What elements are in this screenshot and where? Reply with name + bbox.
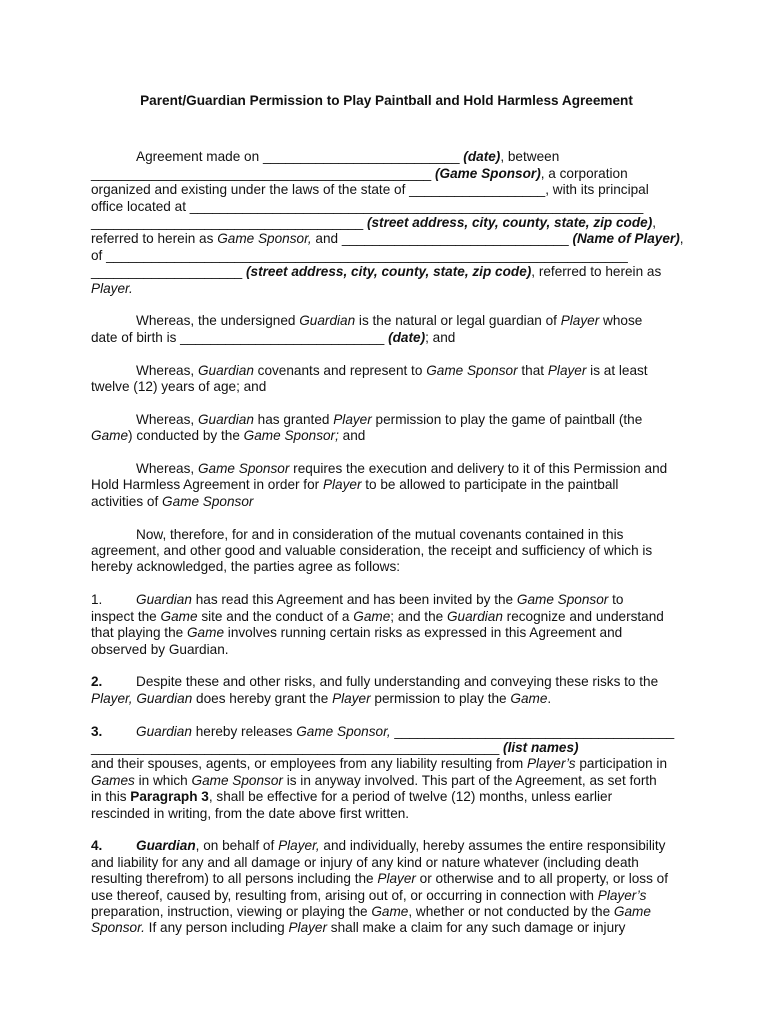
text: Despite these and other risks, and fully understanding and conveying these risks to the bbox=[136, 674, 659, 690]
clause1-line-2 bbox=[91, 609, 680, 625]
whereas2-line-1 bbox=[91, 363, 680, 379]
text: , shall be effective for a period of twelve (12) months, unless earlier bbox=[208, 789, 613, 805]
now-therefore-paragraph bbox=[91, 527, 680, 576]
text: Guardian bbox=[136, 838, 196, 854]
intro-line-7 bbox=[91, 248, 680, 264]
clause3-line-5 bbox=[91, 789, 680, 805]
clause-1 bbox=[91, 592, 680, 658]
text: Game Sponsor bbox=[197, 461, 290, 477]
text: (list names) bbox=[499, 739, 579, 755]
text: inspect the bbox=[91, 608, 161, 624]
clause-4 bbox=[91, 838, 680, 936]
whereas-paragraph-4 bbox=[91, 461, 680, 510]
text: Agreement made on bbox=[136, 149, 263, 165]
text: of bbox=[91, 247, 107, 263]
text: , bbox=[679, 231, 684, 247]
intro-line-5 bbox=[91, 215, 680, 231]
intro-line-4 bbox=[91, 199, 680, 215]
intro-line-3 bbox=[91, 182, 680, 198]
text: hereby releases bbox=[191, 723, 297, 739]
text: , with its principal bbox=[545, 182, 649, 198]
whereas3-line-2 bbox=[91, 428, 680, 444]
text: , whether or not conducted by the bbox=[408, 903, 614, 919]
text: Whereas, the undersigned bbox=[136, 313, 300, 329]
text: has read this Agreement and has been invited by the bbox=[191, 592, 517, 608]
text: If any person including bbox=[144, 920, 289, 936]
text: in this bbox=[91, 789, 131, 805]
text: Guardian bbox=[446, 608, 503, 624]
text: (street address, city, county, state, zip code) bbox=[242, 264, 532, 280]
player-address-blank-2[interactable]: ____________________ bbox=[91, 264, 243, 280]
text: Whereas, bbox=[136, 362, 198, 378]
text: Guardian bbox=[136, 723, 192, 739]
clause4-line-4 bbox=[91, 888, 680, 904]
text: Player, bbox=[278, 838, 320, 854]
whereas3-line-1 bbox=[91, 412, 680, 428]
text: referred to herein as bbox=[91, 231, 218, 247]
text: Game bbox=[353, 608, 391, 624]
text: Game Sponsor bbox=[191, 772, 283, 788]
whereas1-line-1 bbox=[91, 313, 680, 329]
text: or otherwise and to all property, or loss of bbox=[415, 871, 669, 887]
text: Game Sponsor bbox=[162, 493, 254, 509]
whereas4-line-2 bbox=[91, 477, 680, 493]
text: Game Sponsor, bbox=[296, 723, 391, 739]
text: Game Sponsor bbox=[426, 362, 518, 378]
whereas2-line-2: twelve (12) years of age; and bbox=[91, 379, 267, 395]
text: participation in bbox=[575, 756, 668, 772]
text: Whereas, bbox=[136, 461, 198, 477]
now-line-2: agreement, and other good and valuable consideration, the receipt and sufficiency of which is bbox=[91, 543, 653, 559]
state-blank[interactable]: __________________ bbox=[409, 182, 546, 198]
sponsor-address-blank[interactable]: ____________________________________ bbox=[91, 215, 364, 231]
whereas-paragraph-2 bbox=[91, 363, 680, 396]
intro-paragraph bbox=[91, 149, 684, 297]
whereas1-line-2 bbox=[91, 330, 680, 346]
text: to bbox=[608, 592, 624, 608]
text: involves running certain risks as expressed in this Agreement and bbox=[224, 625, 623, 641]
text: Guardian bbox=[197, 411, 254, 427]
text: , a corporation bbox=[540, 165, 628, 181]
text: that bbox=[517, 362, 548, 378]
clause2-line-1 bbox=[91, 674, 680, 690]
text: Player bbox=[333, 411, 372, 427]
text: permission to play the bbox=[370, 690, 511, 706]
text: Player bbox=[332, 690, 371, 706]
text: Player bbox=[560, 313, 600, 329]
intro-line-1 bbox=[91, 149, 680, 165]
clause4-line-3 bbox=[91, 871, 680, 887]
text: recognize and understand bbox=[502, 608, 664, 624]
clause3-line-4 bbox=[91, 773, 680, 789]
intro-line-9: Player. bbox=[91, 280, 133, 296]
whereas-paragraph-3 bbox=[91, 412, 680, 445]
text: Player bbox=[547, 362, 587, 378]
now-line-3: hereby acknowledged, the parties agree as follows: bbox=[91, 559, 401, 575]
now-line-1: Now, therefore, for and in consideration of the mutual covenants contained in this bbox=[136, 526, 624, 542]
text: is in anyway involved. This part of the Agreement, as set forth bbox=[282, 772, 657, 788]
date-blank[interactable]: __________________________ bbox=[262, 149, 460, 165]
player-address-blank[interactable]: _____________________________________________________________________ bbox=[106, 247, 628, 263]
text: Game bbox=[160, 608, 198, 624]
text: (street address, city, county, state, zip code) bbox=[363, 215, 653, 231]
text: Player, Guardian bbox=[91, 690, 193, 706]
text: (date) bbox=[384, 329, 426, 345]
clause4-line-2: and liability for any and all damage or injury of any kind or nature whatever (including death bbox=[91, 854, 639, 870]
text: that playing the bbox=[91, 625, 187, 641]
clause-2 bbox=[91, 674, 680, 707]
clause-number: 2. bbox=[91, 674, 103, 690]
text: and bbox=[338, 428, 366, 444]
text: Paragraph 3 bbox=[130, 789, 209, 805]
whereas4-line-3 bbox=[91, 494, 680, 510]
clause3-line-6: rescinded in writing, from the date above first written. bbox=[91, 805, 410, 821]
released-names-blank-2[interactable]: ______________________________________________________ bbox=[91, 739, 500, 755]
text: and individually, hereby assumes the entire responsibility bbox=[319, 838, 666, 854]
clause1-line-1 bbox=[91, 592, 680, 608]
clause4-line-1 bbox=[91, 838, 680, 854]
text: use thereof, caused by, resulting from, arising out of, or occurring in connection with bbox=[91, 887, 598, 903]
clause1-line-3 bbox=[91, 625, 680, 641]
text: Game bbox=[613, 903, 651, 919]
whereas-paragraph-1 bbox=[91, 313, 680, 346]
text: Sponsor. bbox=[91, 920, 145, 936]
intro-line-2 bbox=[91, 166, 680, 182]
text: to be allowed to participate in the paintball bbox=[361, 477, 619, 493]
whereas4-line-1 bbox=[91, 461, 680, 477]
text: Guardian bbox=[136, 592, 192, 608]
text: , on behalf of bbox=[195, 838, 279, 854]
text: is at least bbox=[586, 362, 648, 378]
text: Player bbox=[322, 477, 362, 493]
text: office located at bbox=[91, 198, 190, 214]
clause2-line-2 bbox=[91, 691, 680, 707]
text: Whereas, bbox=[136, 411, 198, 427]
text: Game Sponsor, bbox=[217, 231, 312, 247]
player-name-blank[interactable]: ______________________________ bbox=[341, 231, 569, 247]
released-names-blank[interactable]: _____________________________________ bbox=[390, 723, 675, 739]
text: Game bbox=[371, 903, 409, 919]
text: and bbox=[311, 231, 342, 247]
text: Game bbox=[510, 690, 548, 706]
text: shall make a claim for any such damage or injury bbox=[327, 920, 626, 936]
office-blank[interactable]: ____________________________________________________________ bbox=[189, 198, 644, 214]
text: ; and the bbox=[390, 608, 447, 624]
text: preparation, instruction, viewing or playing the bbox=[91, 903, 372, 919]
clause4-line-6 bbox=[91, 920, 680, 936]
text: Game Sponsor; bbox=[243, 428, 339, 444]
text: site and the conduct of a bbox=[197, 608, 354, 624]
text: Player’s bbox=[597, 887, 647, 903]
clause-number: 4. bbox=[91, 838, 103, 854]
text: resulting therefrom) to all persons including the bbox=[91, 871, 378, 887]
clause4-line-5 bbox=[91, 904, 680, 920]
text: ; and bbox=[425, 329, 456, 345]
text: in which bbox=[134, 772, 192, 788]
text: , referred to herein as bbox=[531, 264, 662, 280]
text: Game bbox=[186, 625, 225, 641]
text: and their spouses, agents, or employees from any liability resulting from bbox=[91, 756, 527, 772]
page-title: Parent/Guardian Permission to Play Paintball and Hold Harmless Agreement bbox=[140, 93, 633, 108]
text: Games bbox=[91, 772, 135, 788]
text: , bbox=[652, 215, 657, 231]
text: . bbox=[547, 690, 552, 706]
text: requires the execution and delivery to it of this Permission and bbox=[289, 461, 668, 477]
text: whose bbox=[599, 313, 643, 329]
text: (Game Sponsor) bbox=[431, 165, 541, 181]
text: Guardian bbox=[197, 362, 254, 378]
birth-date-blank[interactable]: ___________________________ bbox=[180, 329, 385, 345]
text: Player bbox=[377, 871, 416, 887]
text: does hereby grant the bbox=[192, 690, 333, 706]
text: , between bbox=[500, 149, 560, 165]
text: Player’s bbox=[526, 756, 576, 772]
text: Game Sponsor bbox=[516, 592, 609, 608]
text: Hold Harmless Agreement in order for bbox=[91, 477, 323, 493]
clause1-line-4: observed by Guardian. bbox=[91, 641, 229, 657]
clause-number: 3. bbox=[91, 723, 103, 739]
clause-3 bbox=[91, 724, 680, 822]
text: organized and existing under the laws of the state of bbox=[91, 182, 410, 198]
text: Guardian bbox=[299, 313, 356, 329]
text: date of birth is bbox=[91, 329, 181, 345]
text: activities of bbox=[91, 493, 163, 509]
text: has granted bbox=[253, 411, 334, 427]
intro-line-6 bbox=[91, 231, 684, 247]
text: permission to play the game of paintball (the bbox=[371, 411, 643, 427]
text: is the natural or legal guardian of bbox=[355, 313, 561, 329]
text: covenants and represent to bbox=[253, 362, 427, 378]
text: (date) bbox=[459, 149, 501, 165]
text: (Name of Player) bbox=[568, 231, 680, 247]
clause3-line-2 bbox=[91, 740, 680, 756]
clause-number: 1. bbox=[91, 592, 103, 608]
text: ) conducted by the bbox=[128, 428, 244, 444]
text: Game bbox=[91, 428, 129, 444]
game-sponsor-blank[interactable]: _____________________________________________ bbox=[91, 165, 432, 181]
text: Player bbox=[288, 920, 328, 936]
clause3-line-3 bbox=[91, 756, 680, 772]
intro-line-8 bbox=[91, 264, 680, 280]
clause3-line-1 bbox=[91, 724, 680, 740]
